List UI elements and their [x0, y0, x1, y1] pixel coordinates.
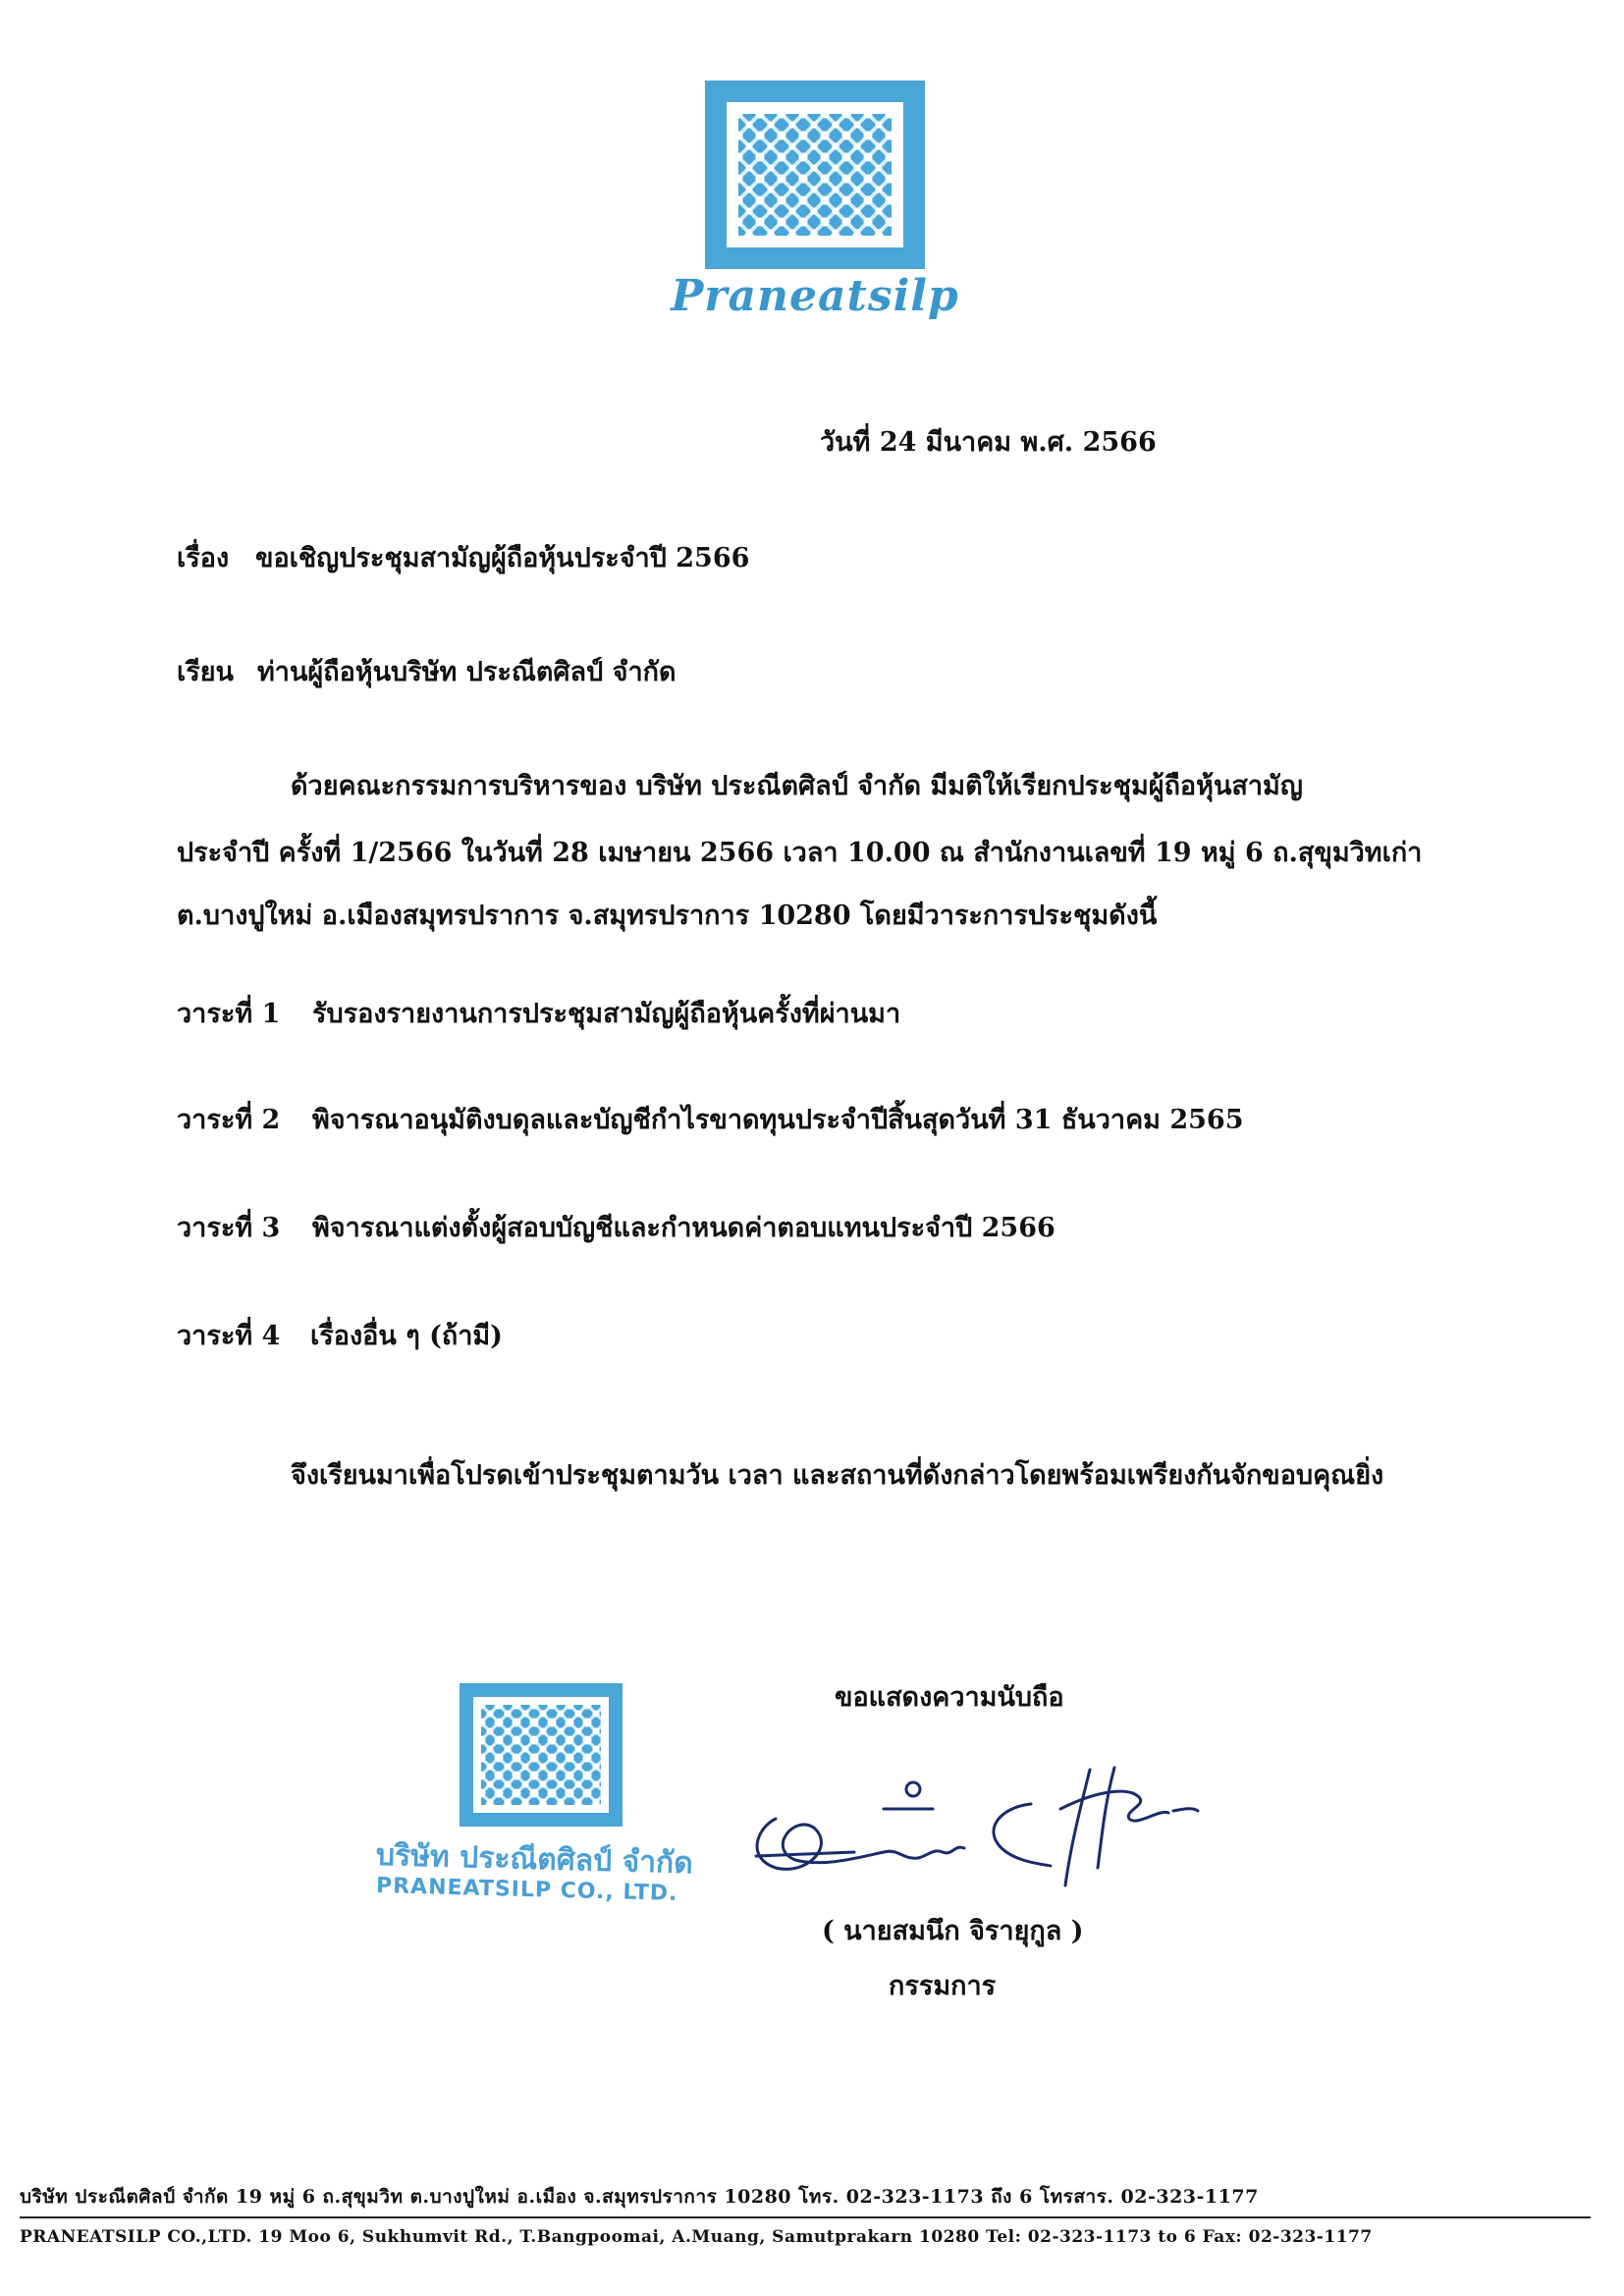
closing-line: จึงเรียนมาเพื่อโปรดเข้าประชุมตามวัน เวลา และสถานที่ดังกล่าวโดยพร้อมเพรียงกันจักขอบคุณยิ่ง [291, 1460, 1384, 1491]
stamp-text-th: บริษัท ประณีตศิลป์ จำกัด [375, 1837, 694, 1882]
signature-image [736, 1750, 1218, 1897]
logo-wordmark: Praneatsilp [671, 271, 959, 321]
agenda-label-3: วาระที่ 3 [177, 1213, 281, 1243]
agenda-text-3: พิจารณาแต่งตั้งผู้สอบบัญชีและกำหนดค่าตอบแทนประจำปี 2566 [312, 1213, 1056, 1243]
footer-address-th: บริษัท ประณีตศิลป์ จำกัด 19 หมู่ 6 ถ.สุขุมวิท ต.บางปูใหม่ อ.เมือง จ.สมุทรปราการ 10280 โทร. 02-323-1173 ถึง 6 โทรสาร. 02-323-1177 [20, 2186, 1259, 2208]
subject-text: ขอเชิญประชุมสามัญผู้ถือหุ้นประจำปี 2566 [255, 543, 750, 574]
subject-label: เรื่อง [177, 543, 230, 574]
logo-pattern [738, 114, 892, 236]
letter-date: วันที่ 24 มีนาคม พ.ศ. 2566 [820, 427, 1157, 458]
agenda-label-4: วาระที่ 4 [177, 1321, 281, 1351]
signer-title: กรรมการ [889, 1971, 997, 2001]
agenda-label-1: วาระที่ 1 [177, 999, 281, 1029]
body-line-2: ประจำปี ครั้งที่ 1/2566 ในวันที่ 28 เมษายน 2566 เวลา 10.00 ณ สำนักงานเลขที่ 19 หมู่ 6 ถ.สุขุมวิทเก่า [177, 838, 1423, 868]
to-text: ท่านผู้ถือหุ้นบริษัท ประณีตศิลป์ จำกัด [257, 657, 677, 687]
agenda-text-2: พิจารณาอนุมัติงบดุลและบัญชีกำไรขาดทุนประจำปีสิ้นสุดวันที่ 31 ธันวาคม 2565 [312, 1105, 1244, 1135]
body-line-3: ต.บางปูใหม่ อ.เมืองสมุทรปราการ จ.สมุทรปราการ 10280 โดยมีวาระการประชุมดังนี้ [177, 901, 1158, 931]
agenda-label-2: วาระที่ 2 [177, 1105, 281, 1135]
body-line-1: ด้วยคณะกรรมการบริหารของ บริษัท ประณีตศิลป์ จำกัด มีมติให้เรียกประชุมผู้ถือหุ้นสามัญ [291, 771, 1303, 801]
company-stamp [460, 1683, 623, 1827]
agenda-text-1: รับรองรายงานการประชุมสามัญผู้ถือหุ้นครั้งที่ผ่านมา [312, 999, 901, 1029]
to-label: เรียน [177, 657, 235, 687]
stamp-pattern [481, 1705, 601, 1805]
footer-address-en: PRANEATSILP CO.,LTD. 19 Moo 6, Sukhumvit Rd., T.Bangpoomai, A.Muang, Samutprakarn 10280 Tel: 02-323-1173 to 6 Fax: 02-323-1177 [20, 2227, 1373, 2247]
agenda-text-4: เรื่องอื่น ๆ (ถ้ามี) [310, 1321, 503, 1351]
footer-divider [20, 2216, 1591, 2218]
signer-name: ( นายสมนึก จิรายุกูล ) [822, 1916, 1084, 1946]
company-logo [705, 81, 925, 269]
regards-text: ขอแสดงความนับถือ [835, 1682, 1064, 1713]
stamp-text-en: PRANEATSILP CO., LTD. [375, 1873, 678, 1907]
